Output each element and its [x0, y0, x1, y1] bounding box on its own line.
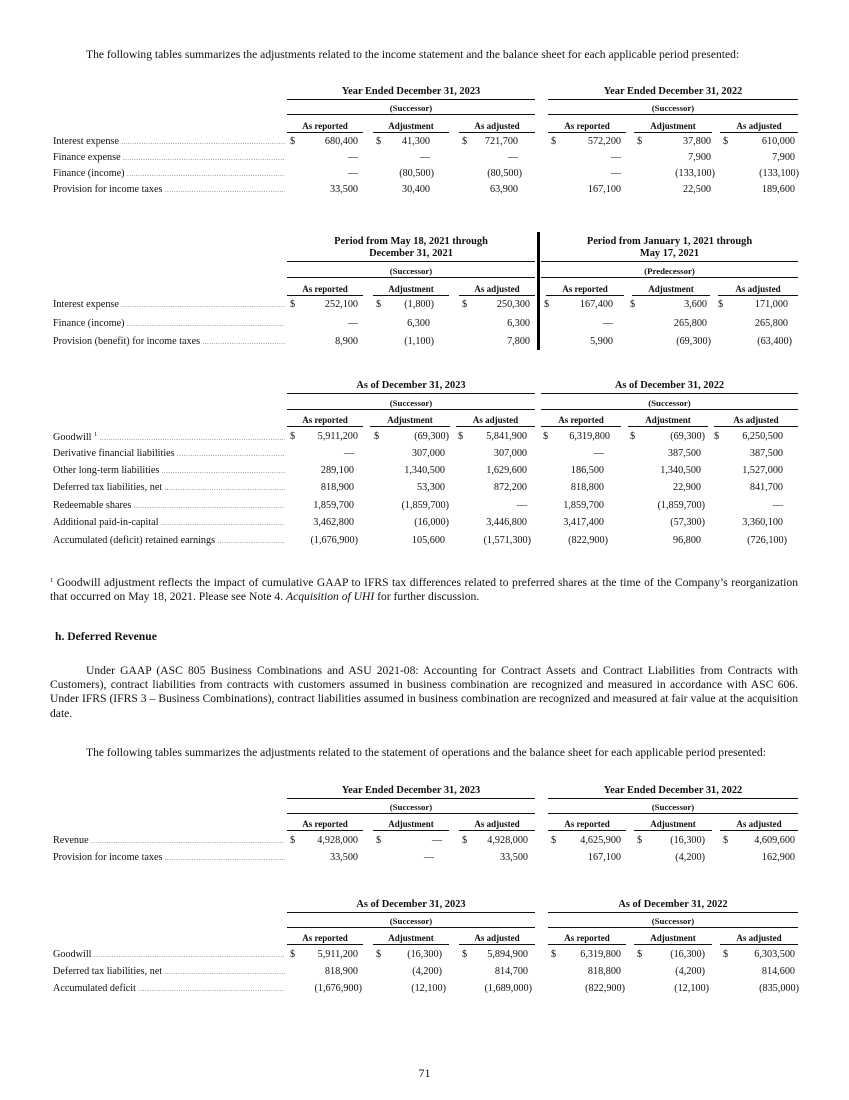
cell-value: (4,200) [675, 966, 705, 977]
table2-group1-line1: Period from May 18, 2021 through [334, 236, 488, 247]
table3-successor-label: (Successor) [287, 398, 535, 410]
cell-value: 3,446,800 [486, 517, 527, 528]
cell-value: 307,000 [493, 448, 527, 459]
cell-value: 3,417,400 [563, 517, 604, 528]
cell-value: 105,600 [411, 535, 445, 546]
col-as-adjusted: As adjusted [720, 121, 798, 133]
currency-symbol: $ [551, 136, 557, 147]
table-row [0, 852, 849, 866]
cell-value: 30,400 [401, 184, 430, 195]
col-as-adjusted: As adjusted [720, 819, 798, 831]
col-as-reported: As reported [548, 819, 626, 831]
table3-group2-header: As of December 31, 2022 [541, 380, 798, 394]
cell-value: 250,300 [496, 299, 530, 310]
intro-text-2: The following tables summarizes the adjustments related to the statement of operations and the balance sheet for each applicable period presented: [86, 746, 766, 759]
cell-value: 1,629,600 [486, 465, 527, 476]
cell-value: (12,100) [411, 983, 446, 994]
cell-value: (16,300) [670, 835, 705, 846]
cell-value: (726,100) [747, 535, 787, 546]
cell-value: 1,340,500 [404, 465, 445, 476]
cell-value: 3,462,800 [313, 517, 354, 528]
row-label: Provision (benefit) for income taxes ..... [53, 336, 285, 347]
table-row [0, 136, 849, 150]
table4-group1-header: Year Ended December 31, 2023 [287, 785, 535, 799]
cell-value: 4,928,000 [317, 835, 358, 846]
section-heading: h. Deferred Revenue [55, 630, 157, 643]
cell-value: 162,900 [761, 852, 795, 863]
cell-value: — [347, 152, 358, 163]
currency-symbol: $ [630, 431, 636, 442]
currency-symbol: $ [551, 949, 557, 960]
currency-symbol: $ [630, 299, 636, 310]
table4-group2-header: Year Ended December 31, 2022 [548, 785, 798, 799]
table1-successor-label: (Successor) [287, 103, 535, 115]
cell-value: 841,700 [749, 482, 783, 493]
row-label: Finance (income) ..... [53, 318, 285, 329]
table2-predecessor-label: (Predecessor) [541, 266, 798, 278]
cell-value: 4,928,000 [487, 835, 528, 846]
currency-symbol: $ [718, 299, 724, 310]
cell-value: (1,689,000) [484, 983, 532, 994]
cell-value: 818,900 [324, 966, 358, 977]
footnote-text: Goodwill adjustment reflects the impact of cumulative GAAP to IFRS tax differences related to preferred shares at the time of the Company’s reorganization that occurred on May 18, 2021. Please see Note 4. [50, 576, 798, 604]
currency-symbol: $ [637, 136, 643, 147]
table2-successor-label: (Successor) [287, 266, 535, 278]
col-adjustment: Adjustment [634, 933, 712, 945]
table-row [0, 482, 849, 496]
col-as-reported: As reported [541, 415, 621, 427]
col-adjustment: Adjustment [373, 819, 449, 831]
cell-value: 1,340,500 [660, 465, 701, 476]
currency-symbol: $ [376, 949, 382, 960]
row-label: Finance (income) ..... [53, 168, 285, 179]
cell-value: (1,571,300) [483, 535, 531, 546]
cell-value: — [772, 500, 783, 511]
table-row [0, 465, 849, 479]
col-as-reported: As reported [287, 415, 363, 427]
cell-value: (133,100) [759, 168, 799, 179]
row-label: Deferred tax liabilities, net ..... [53, 482, 285, 493]
cell-value: 6,319,800 [569, 431, 610, 442]
cell-value: 5,911,200 [317, 431, 358, 442]
currency-symbol: $ [637, 949, 643, 960]
cell-value: (822,900) [585, 983, 625, 994]
cell-value: 22,500 [682, 184, 711, 195]
deferred-revenue-paragraph [50, 664, 798, 721]
col-as-adjusted: As adjusted [456, 415, 535, 427]
cell-value: (1,800) [404, 299, 434, 310]
table-row [0, 835, 849, 849]
intro-paragraph [50, 48, 798, 62]
cell-value: 387,500 [749, 448, 783, 459]
col-as-adjusted: As adjusted [718, 284, 798, 296]
cell-value: — [610, 152, 621, 163]
cell-value: — [347, 318, 358, 329]
cell-value: 33,500 [499, 852, 528, 863]
cell-value: (1,676,900) [310, 535, 358, 546]
currency-symbol: $ [376, 299, 382, 310]
col-as-reported: As reported [548, 121, 626, 133]
currency-symbol: $ [376, 136, 382, 147]
cell-value: — [431, 835, 442, 846]
cell-value: 6,300 [407, 318, 430, 329]
cell-value: (63,400) [757, 336, 792, 347]
col-adjustment: Adjustment [373, 933, 449, 945]
row-label: Provision for income taxes ..... [53, 852, 285, 863]
cell-value: (822,900) [568, 535, 608, 546]
cell-value: — [347, 168, 358, 179]
footnote-marker: 1 [50, 577, 54, 584]
cell-value: 7,800 [507, 336, 530, 347]
col-as-reported: As reported [287, 819, 363, 831]
cell-value: 818,900 [320, 482, 354, 493]
col-as-adjusted: As adjusted [459, 121, 535, 133]
table-row [0, 318, 849, 332]
cell-value: 22,900 [672, 482, 701, 493]
footnote-text-end: for further discussion. [374, 590, 480, 604]
cell-value: 167,100 [587, 184, 621, 195]
col-as-reported: As reported [287, 933, 363, 945]
cell-value: (69,300) [670, 431, 705, 442]
cell-value: 7,900 [772, 152, 795, 163]
row-label-text: Goodwill [53, 432, 92, 443]
currency-symbol: $ [290, 136, 296, 147]
cell-value: 1,859,700 [563, 500, 604, 511]
cell-value: (57,300) [670, 517, 705, 528]
table-row [0, 966, 849, 980]
cell-value: (16,300) [407, 949, 442, 960]
cell-value: 8,900 [335, 336, 358, 347]
table2-group2-line1: Period from January 1, 2021 through [586, 236, 753, 247]
table-row [0, 535, 849, 549]
cell-value: 5,911,200 [317, 949, 358, 960]
cell-value: (133,100) [675, 168, 715, 179]
cell-value: 3,600 [684, 299, 707, 310]
table1-group1-header: Year Ended December 31, 2023 [287, 86, 535, 100]
col-adjustment: Adjustment [373, 121, 449, 133]
cell-value: 167,100 [587, 852, 621, 863]
currency-symbol: $ [376, 835, 382, 846]
currency-symbol: $ [543, 431, 549, 442]
table5-group2-header: As of December 31, 2022 [548, 899, 798, 913]
cell-value: 5,841,900 [486, 431, 527, 442]
cell-value: 265,800 [673, 318, 707, 329]
table-row [0, 949, 849, 963]
cell-value: (69,300) [414, 431, 449, 442]
cell-value: (1,676,900) [314, 983, 362, 994]
goodwill-footnote [50, 574, 798, 604]
cell-value: 814,700 [494, 966, 528, 977]
cell-value: 33,500 [329, 184, 358, 195]
cell-value: 3,360,100 [742, 517, 783, 528]
row-label [53, 431, 285, 443]
cell-value: 37,800 [682, 136, 711, 147]
cell-value: (16,000) [414, 517, 449, 528]
cell-value: 307,000 [411, 448, 445, 459]
cell-value: 572,200 [587, 136, 621, 147]
cell-value: 387,500 [667, 448, 701, 459]
row-label: Accumulated (deficit) retained earnings ..... [53, 535, 285, 546]
cell-value: 814,600 [761, 966, 795, 977]
row-label: Finance expense ..... [53, 152, 285, 163]
row-label: Interest expense ..... [53, 136, 285, 147]
table-row [0, 184, 849, 198]
row-label: Revenue ..... [53, 835, 285, 846]
table-row [0, 448, 849, 462]
col-adjustment: Adjustment [634, 121, 712, 133]
currency-symbol: $ [458, 431, 464, 442]
table4-successor-label-2: (Successor) [548, 802, 798, 814]
row-label: Other long-term liabilities ..... [53, 465, 285, 476]
cell-value: 680,400 [324, 136, 358, 147]
cell-value: (1,100) [404, 336, 434, 347]
table-row [0, 336, 849, 350]
table1-group2-header: Year Ended December 31, 2022 [548, 86, 798, 100]
currency-symbol: $ [462, 136, 468, 147]
table2-group1-line2: December 31, 2021 [369, 248, 453, 259]
table-row [0, 983, 849, 997]
row-label: Deferred tax liabilities, net ..... [53, 966, 285, 977]
cell-value: 6,303,500 [754, 949, 795, 960]
currency-symbol: $ [462, 835, 468, 846]
cell-value: 4,609,600 [754, 835, 795, 846]
cell-value: 5,900 [590, 336, 613, 347]
cell-value: (835,000) [759, 983, 799, 994]
cell-value: 818,800 [570, 482, 604, 493]
cell-value: 289,100 [320, 465, 354, 476]
cell-value: 96,800 [672, 535, 701, 546]
table5-successor-label-2: (Successor) [548, 916, 798, 928]
period-divider [537, 232, 540, 350]
page-number: 71 [418, 1066, 431, 1080]
table1-successor-label-2: (Successor) [548, 103, 798, 115]
table-row [0, 431, 849, 445]
cell-value: 1,859,700 [313, 500, 354, 511]
cell-value: 53,300 [416, 482, 445, 493]
table2-group1-header [287, 236, 535, 262]
col-adjustment: Adjustment [373, 284, 449, 296]
cell-value: 6,319,800 [580, 949, 621, 960]
currency-symbol: $ [290, 835, 296, 846]
currency-symbol: $ [290, 431, 296, 442]
cell-value: — [516, 500, 527, 511]
table-row [0, 152, 849, 166]
col-adjustment: Adjustment [632, 284, 710, 296]
cell-value: 41,300 [401, 136, 430, 147]
currency-symbol: $ [723, 949, 729, 960]
col-as-reported: As reported [287, 121, 363, 133]
intro-text: The following tables summarizes the adjustments related to the income statement and the balance sheet for each applicable period presented: [86, 48, 740, 61]
currency-symbol: $ [723, 136, 729, 147]
cell-value: 171,000 [754, 299, 788, 310]
cell-value: 189,600 [761, 184, 795, 195]
cell-value: 167,400 [579, 299, 613, 310]
col-as-reported: As reported [287, 284, 363, 296]
cell-value: 6,250,500 [742, 431, 783, 442]
currency-symbol: $ [462, 949, 468, 960]
currency-symbol: $ [544, 299, 550, 310]
cell-value: 186,500 [570, 465, 604, 476]
table5-group1-header: As of December 31, 2023 [287, 899, 535, 913]
table5-successor-label: (Successor) [287, 916, 535, 928]
cell-value: 33,500 [329, 852, 358, 863]
table3-successor-label-2: (Successor) [541, 398, 798, 410]
table-row [0, 517, 849, 531]
row-label: Interest expense ..... [53, 299, 285, 310]
cell-value: 4,625,900 [580, 835, 621, 846]
row-label: Provision for income taxes ..... [53, 184, 285, 195]
col-as-reported: As reported [546, 284, 624, 296]
table2-group2-line2: May 17, 2021 [639, 248, 700, 259]
currency-symbol: $ [290, 949, 296, 960]
row-label: Accumulated deficit ..... [53, 983, 285, 994]
deferred-revenue-text: Under GAAP (ASC 805 Business Combinations and ASU 2021-08: Accounting for Contract Assets and Contract Liabilities from Contracts with Customers), contract liabilities from contracts with customers assumed in business combination are recognized and measured in accordance with ASC 606. Under IFRS (IFRS 3 – Business Combinations), contract liabilities assumed in business combination are recognized and measured at fair value at the acquisition date. [50, 664, 798, 720]
col-as-adjusted: As adjusted [459, 284, 535, 296]
col-as-adjusted: As adjusted [459, 819, 535, 831]
row-label: Goodwill ..... [53, 949, 285, 960]
currency-symbol: $ [723, 835, 729, 846]
cell-value: 818,800 [587, 966, 621, 977]
cell-value: 610,000 [761, 136, 795, 147]
col-adjustment: Adjustment [628, 415, 708, 427]
cell-value: — [423, 852, 434, 863]
cell-value: (1,859,700) [657, 500, 705, 511]
currency-symbol: $ [462, 299, 468, 310]
table4-successor-label: (Successor) [287, 802, 535, 814]
cell-value: (4,200) [412, 966, 442, 977]
cell-value: (16,300) [670, 949, 705, 960]
cell-value: 7,900 [688, 152, 711, 163]
col-as-reported: As reported [548, 933, 626, 945]
col-adjustment: Adjustment [634, 819, 712, 831]
footnote-marker: 1 [94, 431, 98, 438]
cell-value: — [507, 152, 518, 163]
cell-value: 252,100 [324, 299, 358, 310]
col-as-adjusted: As adjusted [720, 933, 798, 945]
table-row [0, 168, 849, 182]
table-row [0, 500, 849, 514]
cell-value: 1,527,000 [742, 465, 783, 476]
cell-value: — [602, 318, 613, 329]
cell-value: (4,200) [675, 852, 705, 863]
table3-group1-header: As of December 31, 2023 [287, 380, 535, 394]
cell-value: — [593, 448, 604, 459]
col-adjustment: Adjustment [370, 415, 450, 427]
table2-group2-header [541, 236, 798, 262]
table-row [0, 299, 849, 313]
cell-value: 5,894,900 [487, 949, 528, 960]
col-as-adjusted: As adjusted [714, 415, 798, 427]
cell-value: 872,200 [493, 482, 527, 493]
cell-value: (80,500) [399, 168, 434, 179]
row-label: Derivative financial liabilities ..... [53, 448, 285, 459]
currency-symbol: $ [551, 835, 557, 846]
cell-value: (69,300) [676, 336, 711, 347]
cell-value: — [343, 448, 354, 459]
cell-value: (1,859,700) [401, 500, 449, 511]
cell-value: — [419, 152, 430, 163]
row-label: Additional paid-in-capital ..... [53, 517, 285, 528]
currency-symbol: $ [714, 431, 720, 442]
intro-paragraph-2 [50, 746, 798, 760]
cell-value: 721,700 [484, 136, 518, 147]
currency-symbol: $ [290, 299, 296, 310]
currency-symbol: $ [637, 835, 643, 846]
cell-value: 265,800 [754, 318, 788, 329]
row-label: Redeemable shares ..... [53, 500, 285, 511]
currency-symbol: $ [374, 431, 380, 442]
cell-value: 6,300 [507, 318, 530, 329]
cell-value: — [610, 168, 621, 179]
cell-value: (80,500) [487, 168, 522, 179]
cell-value: 63,900 [489, 184, 518, 195]
cell-value: (12,100) [674, 983, 709, 994]
col-as-adjusted: As adjusted [459, 933, 535, 945]
footnote-italic-ref: Acquisition of UHI [286, 590, 375, 604]
